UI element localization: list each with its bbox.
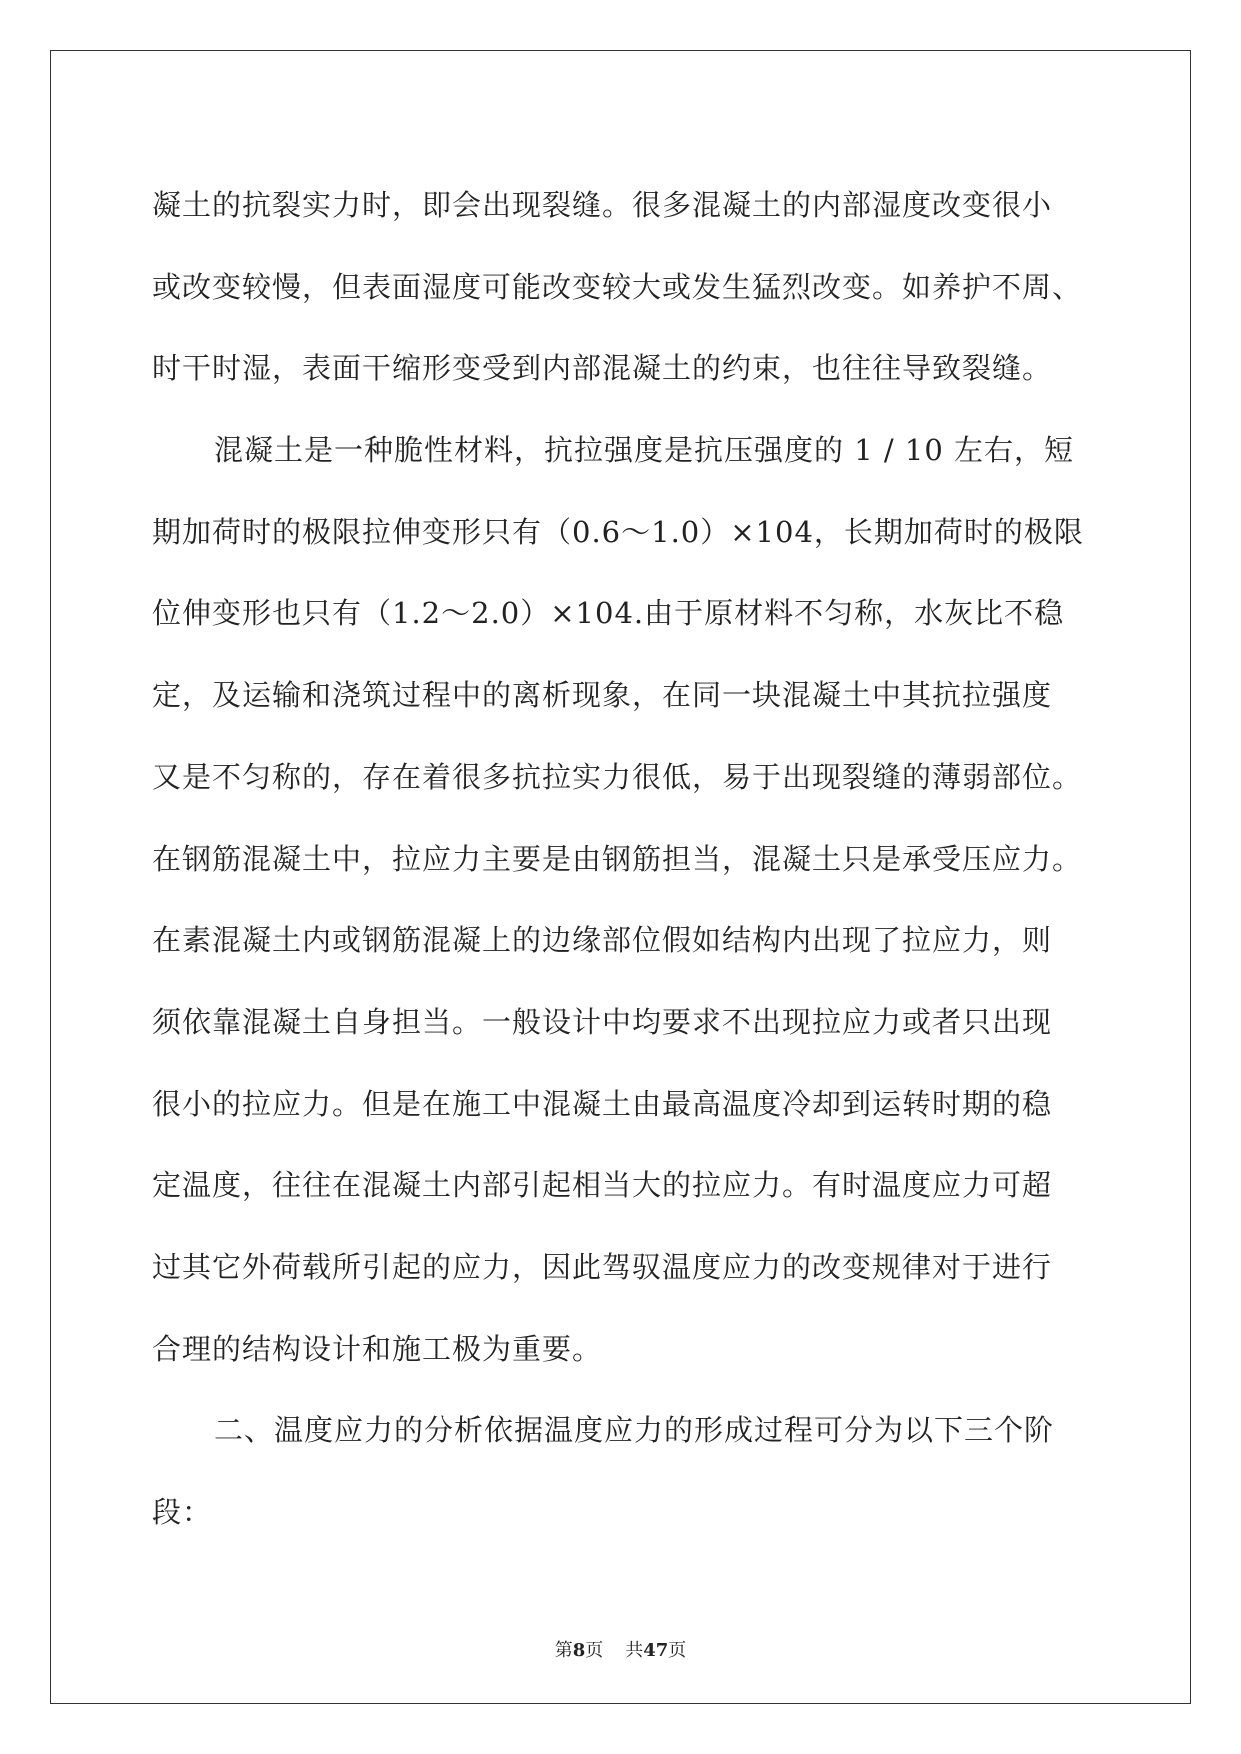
page-prefix: 第 [554, 1640, 573, 1661]
text-line: 位伸变形也只有（1.2～2.0）×104.由于原材料不匀称，水灰比不稳 [152, 596, 1065, 631]
text-line: 二、温度应力的分析依据温度应力的形成过程可分为以下三个阶 [214, 1413, 1055, 1448]
text-line: 过其它外荷载所引起的应力，因此驾驭温度应力的改变规律对于进行 [152, 1249, 1053, 1284]
text-line: 时干时湿，表面干缩形变受到内部混凝土的约束，也往往导致裂缝。 [152, 351, 1053, 386]
text-line: 很小的拉应力。但是在施工中混凝土由最高温度冷却到运转时期的稳 [152, 1086, 1053, 1121]
text-line: 凝土的抗裂实力时，即会出现裂缝。很多混凝土的内部湿度改变很小 [152, 188, 1053, 222]
paragraph [152, 165, 1092, 410]
text-line: 期加荷时的极限拉伸变形只有（0.6～1.0）×104，长期加荷时的极限 [152, 514, 1084, 549]
document-body [152, 165, 1092, 1554]
total-pages: 47 [643, 1640, 669, 1661]
page-number: 8 [572, 1640, 586, 1661]
text-line: 定，及运输和浇筑过程中的离析现象，在同一块混凝土中其抗拉强度 [152, 678, 1053, 713]
text-line: 段： [152, 1495, 213, 1529]
text-line: 定温度，往往在混凝土内部引起相当大的拉应力。有时温度应力可超 [152, 1168, 1053, 1203]
text-line: 合理的结构设计和施工极为重要。 [152, 1331, 603, 1366]
total-suffix: 页 [668, 1640, 687, 1661]
paragraph [152, 1390, 1092, 1553]
text-line: 混凝土是一种脆性材料，抗拉强度是抗压强度的 1 / 10 左右，短 [214, 433, 1074, 468]
total-prefix: 共 [625, 1640, 644, 1661]
paragraph [152, 410, 1092, 1390]
page-footer [0, 1636, 1241, 1662]
text-line: 在钢筋混凝土中，拉应力主要是由钢筋担当，混凝土只是承受压应力。 [152, 841, 1083, 876]
page-suffix: 页 [585, 1640, 604, 1661]
text-line: 又是不匀称的，存在着很多抗拉实力很低，易于出现裂缝的薄弱部位。 [152, 759, 1083, 794]
text-line: 须依靠混凝土自身担当。一般设计中均要求不出现拉应力或者只出现 [152, 1004, 1053, 1039]
text-line: 在素混凝土内或钢筋混凝上的边缘部位假如结构内出现了拉应力，则 [152, 923, 1053, 958]
text-line: 或改变较慢，但表面湿度可能改变较大或发生猛烈改变。如养护不周、 [152, 269, 1083, 304]
